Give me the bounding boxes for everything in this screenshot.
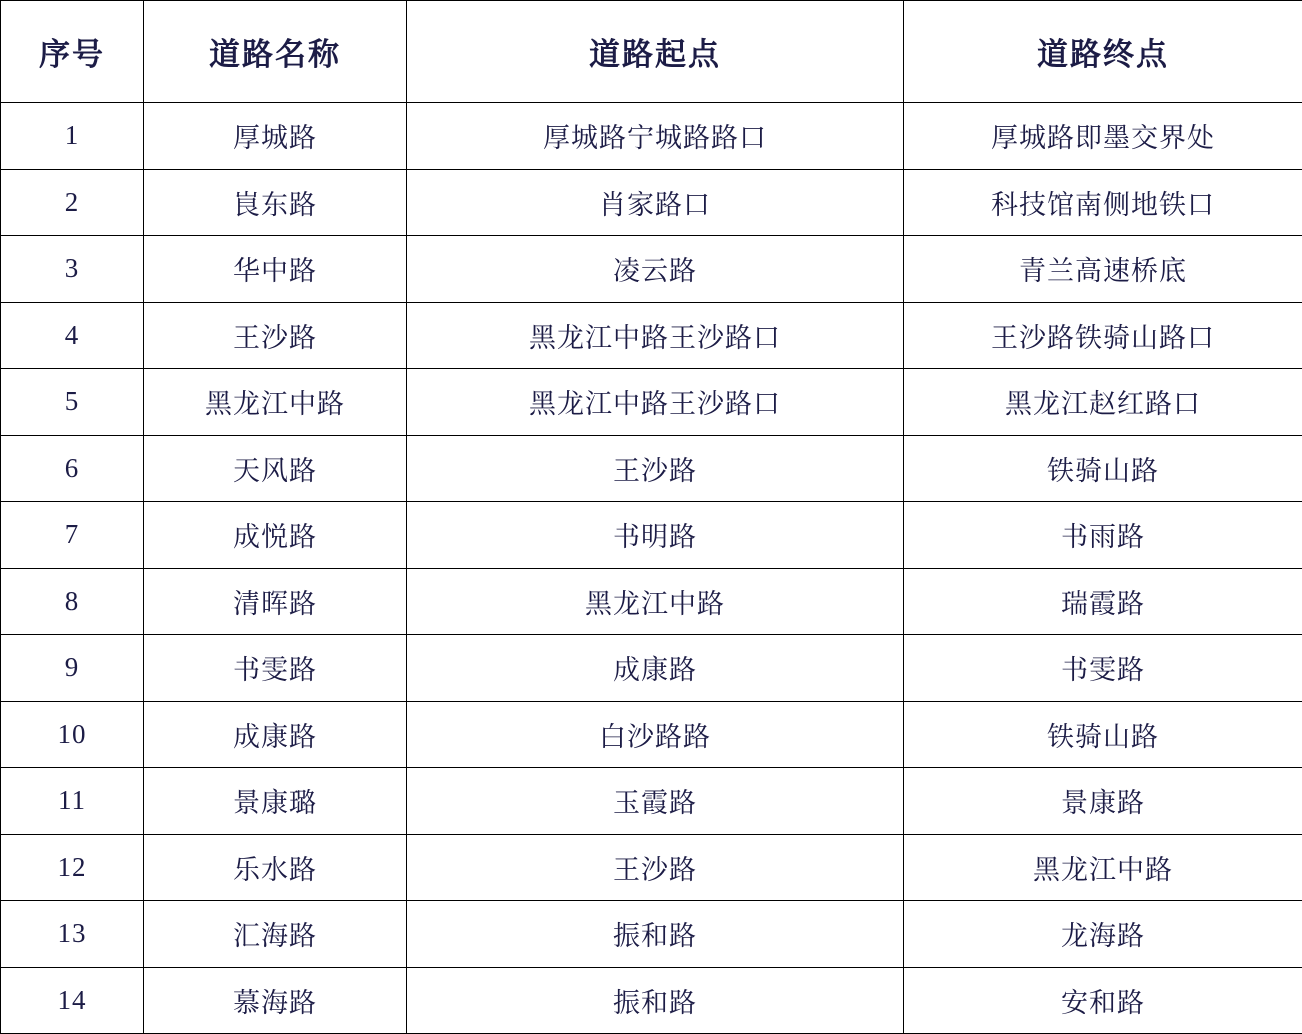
cell-road-start: 玉霞路 — [407, 768, 904, 835]
cell-road-name: 成康路 — [144, 701, 407, 768]
cell-road-end: 铁骑山路 — [904, 435, 1302, 502]
cell-index: 11 — [1, 768, 144, 835]
cell-road-start: 书明路 — [407, 502, 904, 569]
cell-road-start: 黑龙江中路王沙路口 — [407, 369, 904, 436]
cell-road-name: 乐水路 — [144, 834, 407, 901]
cell-index: 1 — [1, 103, 144, 170]
column-header-index: 序号 — [1, 1, 144, 103]
cell-road-end: 景康路 — [904, 768, 1302, 835]
table-row — [1, 103, 1302, 170]
cell-road-start: 振和路 — [407, 901, 904, 968]
column-header-road-start: 道路起点 — [407, 1, 904, 103]
cell-road-end: 书雯路 — [904, 635, 1302, 702]
cell-index: 9 — [1, 635, 144, 702]
cell-index: 14 — [1, 967, 144, 1034]
column-header-road-name: 道路名称 — [144, 1, 407, 103]
cell-road-name: 汇海路 — [144, 901, 407, 968]
table-row — [1, 768, 1302, 835]
cell-index: 13 — [1, 901, 144, 968]
cell-road-name: 峎东路 — [144, 169, 407, 236]
cell-index: 5 — [1, 369, 144, 436]
cell-road-name: 成悦路 — [144, 502, 407, 569]
table-row — [1, 369, 1302, 436]
cell-road-start: 凌云路 — [407, 236, 904, 303]
table-row — [1, 568, 1302, 635]
column-header-road-end: 道路终点 — [904, 1, 1302, 103]
cell-road-name: 慕海路 — [144, 967, 407, 1034]
table-body — [1, 103, 1302, 1034]
table-row — [1, 236, 1302, 303]
cell-index: 2 — [1, 169, 144, 236]
cell-road-start: 王沙路 — [407, 435, 904, 502]
cell-road-end: 黑龙江中路 — [904, 834, 1302, 901]
cell-index: 7 — [1, 502, 144, 569]
table-header-row — [1, 1, 1302, 103]
cell-road-name: 清晖路 — [144, 568, 407, 635]
cell-road-end: 铁骑山路 — [904, 701, 1302, 768]
cell-road-start: 白沙路路 — [407, 701, 904, 768]
cell-road-start: 黑龙江中路 — [407, 568, 904, 635]
cell-road-name: 黑龙江中路 — [144, 369, 407, 436]
cell-road-name: 书雯路 — [144, 635, 407, 702]
cell-road-end: 瑞霞路 — [904, 568, 1302, 635]
cell-road-end: 王沙路铁骑山路口 — [904, 302, 1302, 369]
cell-road-start: 振和路 — [407, 967, 904, 1034]
cell-road-start: 成康路 — [407, 635, 904, 702]
table-row — [1, 701, 1302, 768]
table-row — [1, 834, 1302, 901]
cell-road-end: 安和路 — [904, 967, 1302, 1034]
cell-road-start: 王沙路 — [407, 834, 904, 901]
table-row — [1, 901, 1302, 968]
cell-road-end: 书雨路 — [904, 502, 1302, 569]
table-row — [1, 435, 1302, 502]
cell-index: 10 — [1, 701, 144, 768]
cell-road-end: 黑龙江赵红路口 — [904, 369, 1302, 436]
cell-road-name: 王沙路 — [144, 302, 407, 369]
cell-road-name: 厚城路 — [144, 103, 407, 170]
table-row — [1, 302, 1302, 369]
cell-index: 8 — [1, 568, 144, 635]
cell-road-end: 龙海路 — [904, 901, 1302, 968]
cell-index: 4 — [1, 302, 144, 369]
table-row — [1, 169, 1302, 236]
cell-road-name: 景康璐 — [144, 768, 407, 835]
table-row — [1, 635, 1302, 702]
cell-road-end: 厚城路即墨交界处 — [904, 103, 1302, 170]
table-header — [1, 1, 1302, 103]
cell-index: 6 — [1, 435, 144, 502]
cell-index: 12 — [1, 834, 144, 901]
cell-index: 3 — [1, 236, 144, 303]
cell-road-start: 肖家路口 — [407, 169, 904, 236]
cell-road-name: 华中路 — [144, 236, 407, 303]
cell-road-end: 青兰高速桥底 — [904, 236, 1302, 303]
table-row — [1, 502, 1302, 569]
cell-road-end: 科技馆南侧地铁口 — [904, 169, 1302, 236]
cell-road-start: 厚城路宁城路路口 — [407, 103, 904, 170]
cell-road-start: 黑龙江中路王沙路口 — [407, 302, 904, 369]
cell-road-name: 天风路 — [144, 435, 407, 502]
